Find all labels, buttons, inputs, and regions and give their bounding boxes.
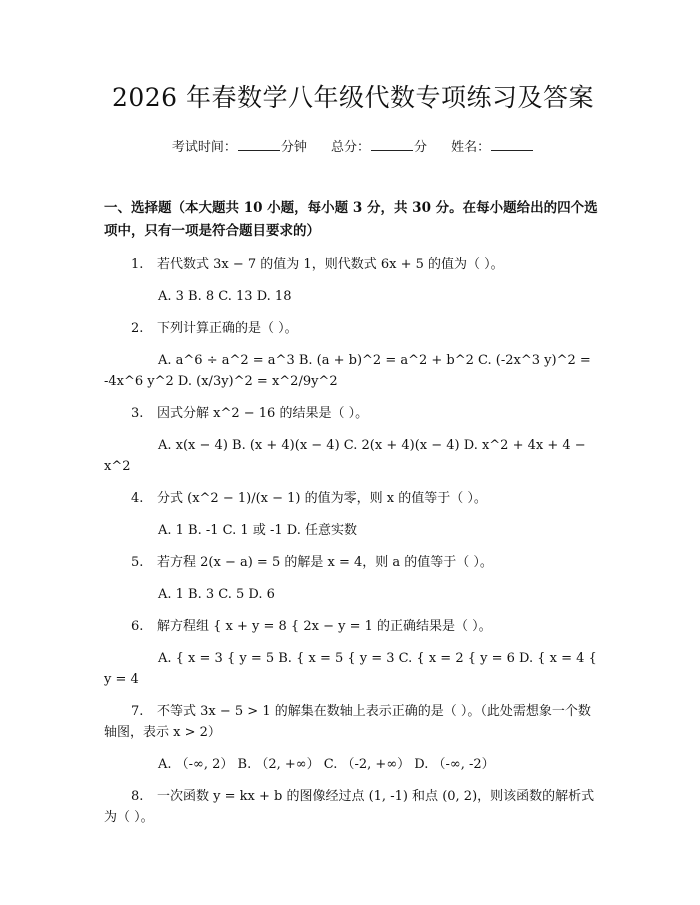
question-stem <box>104 701 602 743</box>
student-name-label: 姓名： <box>451 140 491 155</box>
question-stem <box>104 254 602 275</box>
total-score-unit: 分 <box>414 140 428 155</box>
section-heading: 一、选择题（本大题共 10 小题，每小题 3 分，共 30 分。在每小题给出的四个选项中，只有一项是符合题目要求的） <box>104 200 598 239</box>
question-text: 若代数式 3x − 7 的值为 1，则代数式 6x + 5 的值为（ ）。 <box>157 257 504 272</box>
question-number: 4. <box>131 491 144 506</box>
question-stem <box>104 403 602 424</box>
question-options: A. 1 B. -1 C. 1 或 -1 D. 任意实数 <box>158 523 357 538</box>
question-text: 一次函数 y = kx + b 的图像经过点 (1, -1) 和点 (0, 2)，则该函数的解析式为（ ）。 <box>104 789 595 825</box>
exam-time-field <box>172 140 307 155</box>
question-number: 2. <box>131 321 144 336</box>
question-list <box>104 254 602 828</box>
question-options: A. x(x − 4) B. (x + 4)(x − 4) C. 2(x + 4)(x − 4) D. x^2 + 4x + 4 − x^2 <box>104 438 586 474</box>
question-number: 3. <box>131 406 144 421</box>
question-stem <box>104 318 602 339</box>
page-title: 2026 年春数学八年级代数专项练习及答案 <box>111 83 595 112</box>
total-score-blank <box>371 138 413 151</box>
total-score-label: 总分： <box>330 140 370 155</box>
student-name-field <box>451 140 534 155</box>
question-options: A. { x = 3 { y = 5 B. { x = 5 { y = 3 C. { x = 2 { y = 6 D. { x = 4 { y = 4 <box>104 651 597 687</box>
question-options: A. 1 B. 3 C. 5 D. 6 <box>158 587 275 602</box>
exam-time-label: 考试时间： <box>171 140 237 155</box>
exam-time-unit: 分钟 <box>280 140 307 155</box>
question-text: 若方程 2(x − a) = 5 的解是 x = 4，则 a 的值等于（ ）。 <box>157 555 493 570</box>
question-stem <box>104 552 602 573</box>
question-number: 5. <box>131 555 144 570</box>
question-stem <box>104 616 602 637</box>
question-text: 因式分解 x^2 − 16 的结果是（ ）。 <box>157 406 369 421</box>
total-score-field <box>331 140 427 155</box>
question-text: 不等式 3x − 5 > 1 的解集在数轴上表示正确的是（ ）。（此处需想象一个数轴图，表示 x > 2） <box>104 704 591 740</box>
question-stem <box>104 488 602 509</box>
question-options: A. （-∞, 2） B. （2, +∞） C. （-2, +∞） D. （-∞, -2） <box>158 757 495 772</box>
question-text: 下列计算正确的是（ ）。 <box>157 321 298 336</box>
question-number: 7. <box>131 704 144 719</box>
question-number: 8. <box>131 789 144 804</box>
exam-info-line <box>104 138 602 157</box>
question-number: 1. <box>131 257 144 272</box>
question-text: 解方程组 { x + y = 8 { 2x − y = 1 的正确结果是（ ）。 <box>157 619 492 634</box>
exam-time-blank <box>238 138 280 151</box>
student-name-blank <box>491 138 533 151</box>
question-options: A. 3 B. 8 C. 13 D. 18 <box>158 289 292 304</box>
question-options: A. a^6 ÷ a^2 = a^3 B. (a + b)^2 = a^2 + b^2 C. (-2x^3 y)^2 = -4x^6 y^2 D. (x/3y)^2 = x^2/9y^2 <box>104 353 591 389</box>
question-number: 6. <box>131 619 144 634</box>
question-text: 分式 (x^2 − 1)/(x − 1) 的值为零，则 x 的值等于（ ）。 <box>157 491 487 506</box>
question-stem <box>104 786 602 828</box>
